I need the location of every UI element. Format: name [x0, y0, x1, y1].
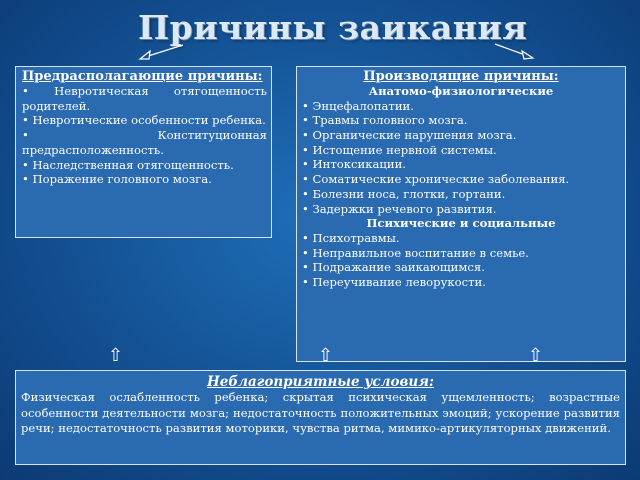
- list-item: • Невротические особенности ребенка.: [22, 113, 266, 128]
- unfavorable-heading: Неблагоприятные условия:: [207, 374, 434, 390]
- list-item: • Интоксикации.: [302, 157, 406, 172]
- list-item: • Невротическая отягощенность родителей.: [22, 84, 267, 113]
- list-item: • Органические нарушения мозга.: [302, 128, 517, 142]
- list-item: • Подражание заикающимся.: [302, 260, 485, 275]
- slide-title: Причины заикания: [138, 8, 528, 47]
- unfavorable-conditions-box: [15, 370, 626, 465]
- unfavorable-text: Физическая ослабленность ребенка; скрытая психическая ущемленность; возрастные особенности деятельности мозга; недостаточность положительных эмоций; ускорение развития речи; недостаточность развития моторики, чувства ритма, мимико-артикуляторных движений.: [21, 390, 620, 435]
- list-item: • Соматические хронические заболевания.: [302, 172, 570, 187]
- up-arrow-icon: ⇧: [528, 345, 544, 366]
- predisposing-causes-box: [15, 66, 272, 238]
- list-item: • Психотравмы.: [302, 230, 400, 245]
- producing-heading: Производящие причины:: [363, 69, 559, 84]
- predisposing-heading: Предрасполагающие причины:: [22, 69, 263, 84]
- list-item: • Задержки речевого развития.: [302, 201, 497, 216]
- up-arrow-icon: ⇧: [318, 345, 334, 366]
- producing-causes-box: [296, 66, 626, 362]
- up-arrow-icon: ⇧: [108, 345, 124, 366]
- anatomical-subheading: Анатомо-физиологические: [368, 84, 554, 98]
- list-item: • Болезни носа, глотки, гортани.: [302, 186, 506, 201]
- list-item: • Неправильное воспитание в семье.: [302, 245, 529, 260]
- list-item: • Переучивание леворукости.: [302, 274, 486, 289]
- list-item: • Истощение нервной системы.: [302, 142, 497, 157]
- psychic-social-subheading: Психические и социальные: [366, 216, 556, 231]
- list-item: • Травмы головного мозга.: [302, 113, 468, 128]
- list-item: • Энцефалопатии.: [302, 98, 414, 113]
- list-item: • Поражение головного мозга.: [22, 172, 212, 187]
- list-item: • Конституционная предрасположенность.: [22, 128, 267, 157]
- list-item: • Наследственная отягощенность.: [22, 157, 234, 172]
